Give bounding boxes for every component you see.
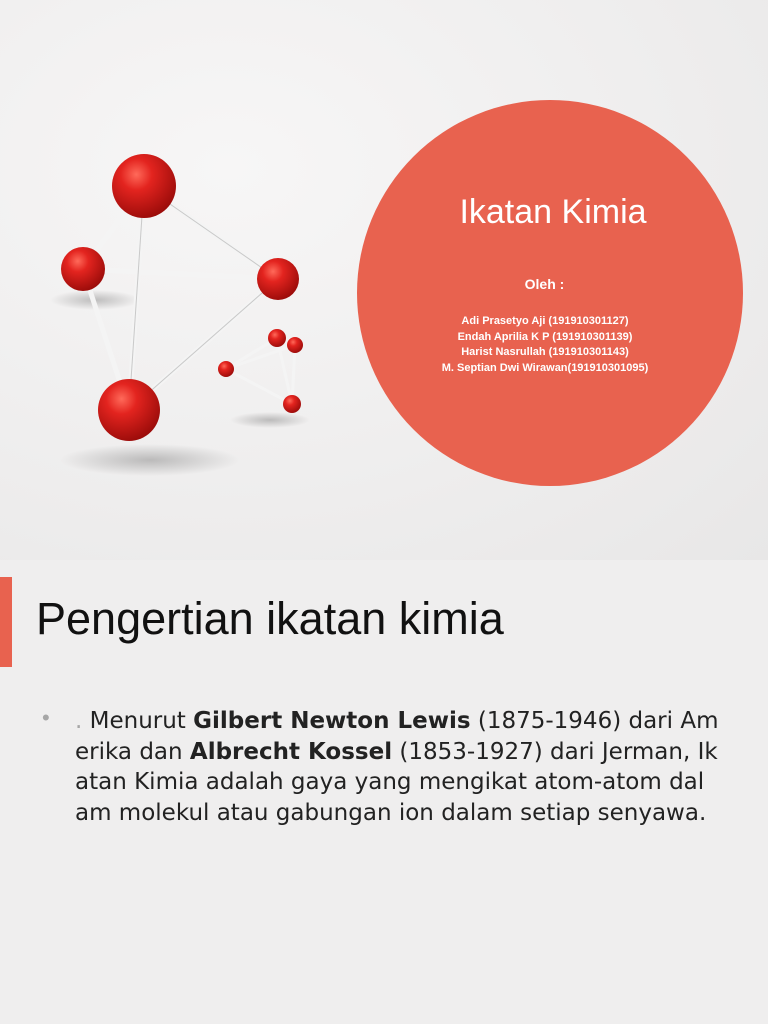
paragraph-line <box>75 737 725 768</box>
bond <box>226 369 292 404</box>
paragraph-line: atan Kimia adalah gaya yang mengikat atom-atom dal <box>75 769 705 795</box>
by-label: Oleh : <box>524 276 565 292</box>
scientist-name: Gilbert Newton Lewis <box>193 708 471 734</box>
paragraph-line <box>75 706 725 737</box>
scientist-name: Albrecht Kossel <box>189 738 393 765</box>
bond <box>83 269 278 279</box>
atom-sphere <box>283 395 301 413</box>
paragraph-line: am molekul atau gabungan ion dalam setiap senyawa. <box>75 799 707 826</box>
text-run: erika dan <box>75 738 190 765</box>
text-run: (1875-1946) dari Am <box>470 708 719 734</box>
atom-sphere <box>61 247 105 291</box>
author-list <box>380 314 710 376</box>
shadow <box>60 444 240 476</box>
atom-sphere <box>218 361 234 377</box>
atom-sphere <box>112 154 176 218</box>
accent-bar <box>0 577 12 667</box>
bond-outlines <box>129 186 278 410</box>
text-run: (1853-1927) dari Jerman, Ik <box>392 738 718 765</box>
atom-sphere <box>268 329 286 347</box>
section-heading: Pengertian ikatan kimia <box>36 593 504 644</box>
atom-sphere <box>257 258 299 300</box>
author-name: Harist Nasrullah (191910301143) <box>461 346 629 358</box>
author-name: Adi Prasetyo Aji (191910301127) <box>461 315 629 327</box>
content-slide <box>0 560 768 1024</box>
small-bond-sticks <box>226 338 295 404</box>
shadow <box>230 412 310 428</box>
author-name: Endah Aprilia K P (191910301139) <box>457 330 633 343</box>
definition-paragraph <box>75 706 725 828</box>
atom-sphere <box>98 379 160 441</box>
lead-dot: . <box>75 708 83 734</box>
title-circle <box>357 100 743 486</box>
slide-title: Ikatan Kimia <box>459 193 647 231</box>
molecule-model-image <box>0 0 360 520</box>
atom-sphere <box>287 337 303 353</box>
bullet-point-icon: • <box>42 705 50 730</box>
text-run: Menurut <box>89 708 194 734</box>
author-name: M. Septian Dwi Wirawan(191910301095) <box>441 361 649 374</box>
